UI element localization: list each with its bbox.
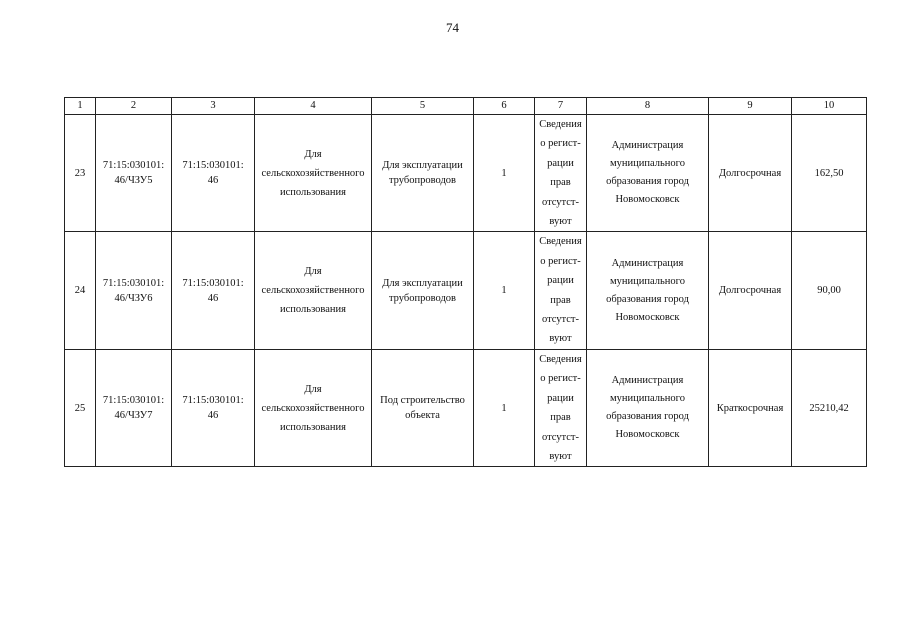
cell-line: Для эксплуатации: [382, 160, 463, 172]
cell-line: 46/ЧЗУ5: [114, 175, 153, 187]
cell-line: отсутст-: [541, 431, 580, 443]
cell-line: отсутст-: [541, 196, 580, 208]
cell-line: вуют: [549, 216, 572, 228]
term-type: Долгосрочная: [709, 232, 792, 349]
cell-line: Для: [304, 383, 322, 395]
cell-line: сельскохозяйственного: [261, 285, 365, 297]
cell-line: использования: [280, 421, 346, 433]
table-row: [65, 349, 867, 466]
term-type: Краткосрочная: [709, 349, 792, 466]
cell-line: 71:15:030101:: [182, 160, 244, 172]
cell-line: 71:15:030101:: [102, 160, 165, 172]
cell-line: Для: [304, 148, 322, 160]
cell-line: объекта: [405, 410, 440, 422]
cell-line: Новомосковск: [615, 429, 680, 441]
cadastral-number: [172, 115, 255, 232]
row-number: 25: [65, 349, 96, 466]
cell-line: вуют: [549, 450, 572, 462]
cell-line: сельскохозяйственного: [261, 402, 365, 414]
row-number: 24: [65, 232, 96, 349]
permitted-use: [372, 349, 474, 466]
cell-line: муниципального: [610, 158, 685, 170]
cadastral-number: [172, 349, 255, 466]
rights-info: [535, 232, 587, 349]
header-cell-6: 6: [474, 98, 535, 115]
cell-line: о регист-: [540, 373, 581, 385]
header-cell-2: 2: [96, 98, 172, 115]
header-cell-10: 10: [792, 98, 867, 115]
header-cell-9: 9: [709, 98, 792, 115]
land-category: [255, 115, 372, 232]
cell-line: Администрация: [611, 257, 684, 269]
owner: [587, 349, 709, 466]
cell-line: отсутст-: [541, 314, 580, 326]
header-cell-3: 3: [172, 98, 255, 115]
cell-line: 46: [207, 175, 219, 187]
cell-line: Для: [304, 266, 322, 278]
cell-line: о регист-: [540, 255, 581, 267]
cell-line: вуют: [549, 333, 572, 345]
cadastral-number-part: [96, 115, 172, 232]
header-cell-4: 4: [255, 98, 372, 115]
cadastral-number-part: [96, 349, 172, 466]
term-type: Долгосрочная: [709, 115, 792, 232]
cell-line: Сведения: [539, 236, 582, 248]
cell-line: образования город: [606, 176, 689, 188]
cadastral-number-part: [96, 232, 172, 349]
cell-line: рации: [547, 157, 574, 169]
cell-line: Сведения: [539, 353, 582, 365]
cell-line: использования: [280, 186, 346, 198]
cell-line: прав: [550, 177, 571, 189]
cell-line: трубопроводов: [388, 175, 457, 187]
cell-line: Сведения: [539, 119, 582, 130]
cell-line: 71:15:030101:: [182, 395, 244, 407]
table-header-row: [65, 98, 867, 115]
cell-line: сельскохозяйственного: [261, 167, 365, 179]
cell-line: 71:15:030101:: [182, 277, 244, 289]
page-number: 74: [446, 20, 459, 35]
cell-line: рации: [547, 275, 574, 287]
cell-line: Новомосковск: [615, 194, 680, 206]
owner: [587, 232, 709, 349]
land-plots-table: [64, 97, 867, 467]
quantity-cell: 1: [474, 349, 535, 466]
cell-line: 46/ЧЗУ6: [114, 292, 153, 304]
owner: [587, 115, 709, 232]
cell-line: 46: [207, 292, 219, 304]
area-value: 25210,42: [792, 349, 867, 466]
land-category: [255, 232, 372, 349]
cell-line: муниципального: [610, 275, 685, 287]
cell-line: о регист-: [540, 138, 581, 150]
area-value: 90,00: [792, 232, 867, 349]
cell-line: 71:15:030101:: [102, 277, 165, 289]
quantity-cell: 1: [474, 232, 535, 349]
cell-line: 46: [207, 410, 219, 422]
cell-line: Новомосковск: [615, 311, 680, 323]
table-row: [65, 115, 867, 232]
cell-line: 46/ЧЗУ7: [114, 410, 153, 422]
cell-line: рации: [547, 392, 574, 404]
header-cell-1: 1: [65, 98, 96, 115]
cell-line: Администрация: [611, 140, 684, 152]
cell-line: использования: [280, 304, 346, 316]
cell-line: образования город: [606, 293, 689, 305]
permitted-use: [372, 232, 474, 349]
cell-line: Администрация: [611, 375, 684, 387]
cell-line: образования город: [606, 411, 689, 423]
cell-line: прав: [550, 412, 571, 424]
quantity-cell: 1: [474, 115, 535, 232]
cell-line: прав: [550, 294, 571, 306]
header-cell-5: 5: [372, 98, 474, 115]
cell-line: муниципального: [610, 393, 685, 405]
row-number: 23: [65, 115, 96, 232]
land-category: [255, 349, 372, 466]
rights-info: [535, 349, 587, 466]
cell-line: Для эксплуатации: [382, 277, 463, 289]
cell-line: 71:15:030101:: [102, 395, 165, 407]
cadastral-number: [172, 232, 255, 349]
permitted-use: [372, 115, 474, 232]
header-cell-7: 7: [535, 98, 587, 115]
table-row: [65, 232, 867, 349]
area-value: 162,50: [792, 115, 867, 232]
rights-info: [535, 115, 587, 232]
header-cell-8: 8: [587, 98, 709, 115]
cell-line: трубопроводов: [388, 292, 457, 304]
cell-line: Под строительство: [380, 395, 465, 407]
